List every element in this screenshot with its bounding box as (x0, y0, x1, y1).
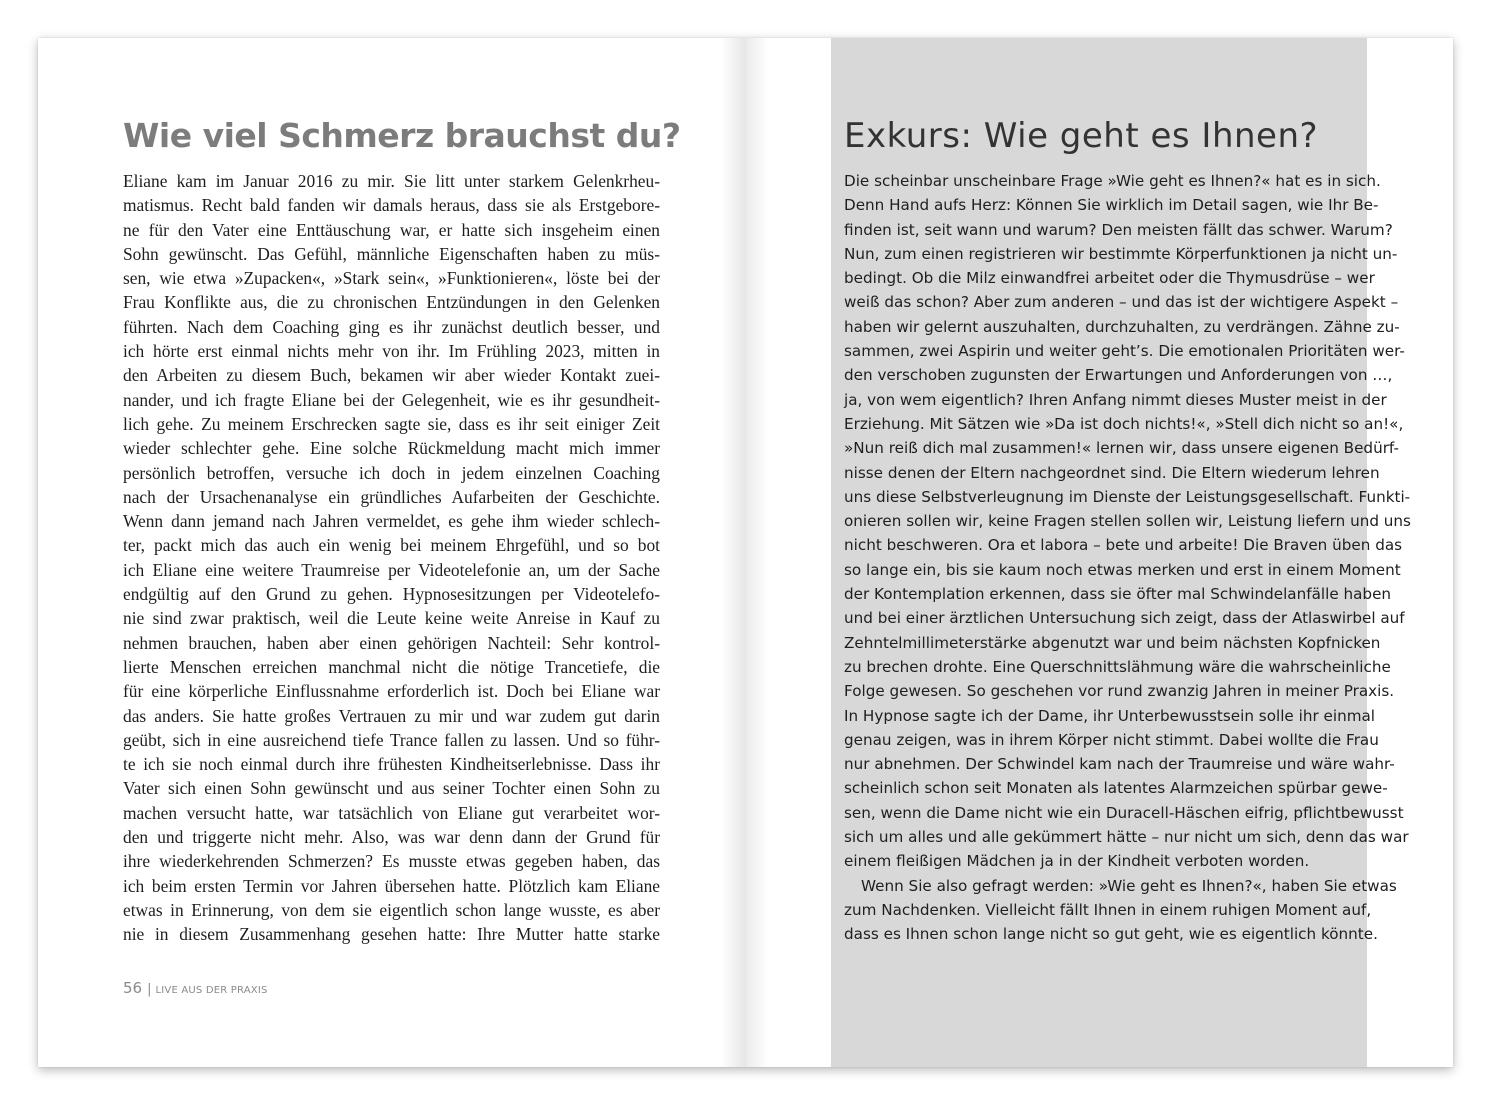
book-spread (38, 38, 1453, 1067)
text-line: dass es Ihnen schon lange nicht so gut geht, wie es eigentlich könnte. (844, 925, 1378, 944)
text-line: geübt, sich in eine ausreichend tiefe Trance fallen zu lassen. Und so führ- (123, 729, 660, 750)
text-line: te ich sie noch einmal durch ihre frühesten Kindheitserlebnisse. Dass ihr (123, 754, 660, 775)
text-line: onieren sollen wir, keine Fragen stellen sollen wir, Leistung liefern und uns (844, 512, 1411, 531)
text-line: scheinlich schon seit Monaten als latentes Alarmzeichen spürbar gewe- (844, 779, 1388, 798)
text-line: Die scheinbar unscheinbare Frage »Wie geht es Ihnen?« hat es in sich. (844, 172, 1381, 190)
gutter-shadow (746, 38, 768, 1067)
text-line: nander, und ich fragte Eliane bei der Gelegenheit, wie es ihr gesundheit- (123, 389, 660, 410)
text-line: »Nun reiß dich mal zusammen!« lernen wir, dass unsere eigenen Bedürf- (844, 439, 1399, 458)
excursus-heading: Exkurs: Wie geht es Ihnen? (844, 116, 1319, 156)
text-line: weiß das schon? Aber zum anderen – und das ist der wichtigere Aspekt – (844, 293, 1399, 312)
text-line: matismus. Recht bald fanden wir damals heraus, dass sie als Erstgebore- (123, 195, 660, 216)
running-section-title: LIVE AUS DER PRAXIS (155, 985, 268, 996)
text-line: lierte Menschen erreichen manchmal nicht die nötige Trancetiefe, die (123, 656, 660, 677)
text-line: nie sind zwar praktisch, weil die Leute keine weite Anreise in Kauf zu (123, 608, 660, 629)
text-line: zum Nachdenken. Vielleicht fällt Ihnen in einem ruhigen Moment auf, (844, 900, 1372, 919)
left-page (38, 38, 746, 1067)
text-line: der Kontemplation erkennen, dass sie öfter mal Schwindelanfälle haben (844, 585, 1392, 604)
text-line: ja, von wem eigentlich? Ihren Anfang nimmt dieses Muster meist in der (844, 390, 1387, 409)
chapter-heading: Wie viel Schmerz brauchst du? (123, 116, 681, 155)
text-line: sammen, zwei Aspirin und weiter geht’s. Die emotionalen Prioritäten wer- (844, 342, 1405, 361)
text-line: Folge gewesen. So geschehen vor rund zwanzig Jahren in meiner Praxis. (844, 682, 1395, 701)
text-line: und bei einer ärztlichen Untersuchung sich zeigt, dass der Atlaswirbel auf (844, 609, 1405, 628)
text-line: nisse denen der Eltern nachgeordnet sind. Die Eltern wiederum lehren (844, 463, 1380, 482)
text-line: nie in diesem Zusammenhang gesehen hatte: Ihre Mutter hatte starke (123, 924, 660, 945)
text-line: sen, wie etwa »Zupacken«, »Stark sein«, »Funktionieren«, löste bei der (123, 268, 660, 289)
text-line: ter, packt mich das auch ein wenig bei meinem Ehrgefühl, und so bot (123, 535, 660, 556)
text-line: endgültig auf den Grund zu gehen. Hypnosesitzungen per Videotelefo- (123, 584, 660, 605)
text-line: lich gehe. Zu meinem Erschrecken sagte sie, dass es ihr seit einiger Zeit (123, 413, 660, 434)
text-line: zu brechen drohte. Eine Querschnittslähmung wäre die wahrscheinliche (844, 657, 1391, 676)
text-line: den Arbeiten zu diesem Buch, bekamen wir aber wieder Kontakt zuei- (123, 365, 660, 386)
text-line: den verschoben zugunsten der Erwartungen und Anforderungen von …, (844, 366, 1393, 385)
gutter-shadow (720, 38, 746, 1067)
text-line: etwas in Erinnerung, von dem sie eigentlich schon lange wusste, es aber (123, 899, 660, 920)
text-line: bedingt. Ob die Milz einwandfrei arbeitet oder die Thymusdrüse – wer (844, 269, 1375, 288)
text-line: In Hypnose sagte ich der Dame, ihr Unterbewusstsein solle ihr einmal (844, 706, 1376, 725)
text-line: genau zeigen, was in ihrem Körper nicht stimmt. Dabei wollte die Frau (844, 730, 1379, 749)
text-line: ich hörte erst einmal nichts mehr von ihr. Im Frühling 2023, mitten in (123, 341, 660, 362)
text-line: Eliane kam im Januar 2016 zu mir. Sie litt unter starkem Gelenkrheu- (123, 171, 660, 191)
right-page (746, 38, 1453, 1067)
text-line: Frau Konflikte aus, die zu chronischen Entzündungen in den Gelenken (123, 292, 660, 313)
page-number: 56 (123, 979, 143, 997)
text-line: persönlich betroffen, versuche ich doch in jedem einzelnen Coaching (123, 462, 660, 483)
text-line: so lange ein, bis sie kaum noch etwas merken und erst in einem Moment (844, 560, 1401, 579)
text-line: Wenn dann jemand nach Jahren vermeldet, es gehe ihm wieder schlech- (123, 511, 660, 532)
text-line: sich um alles und alle gekümmert hätte – nur nicht um sich, denn das war (844, 828, 1409, 847)
text-line: machen versucht hatte, war tatsächlich von Eliane gut verarbeitet wor- (123, 802, 660, 823)
text-line: ich Eliane eine weitere Traumreise per Videotelefonie an, um der Sache (123, 559, 660, 580)
text-line: ne für den Vater eine Enttäuschung war, er hatte sich insgeheim einen (123, 219, 660, 240)
text-line: wieder schlechter gehe. Eine solche Rückmeldung macht mich immer (123, 438, 660, 459)
text-line: Vater sich einen Sohn gewünscht und aus seiner Tochter einen Sohn zu (123, 778, 660, 799)
text-line: finden ist, seit wann und warum? Den meisten fällt das schwer. Warum? (844, 220, 1393, 239)
text-line: Erziehung. Mit Sätzen wie »Da ist doch nichts!«, »Stell dich nicht so an!«, (844, 414, 1404, 433)
text-line: Zehntelmillimeterstärke abgenutzt war und beim nächsten Kopfnicken (844, 633, 1381, 652)
text-line: nur abnehmen. Der Schwindel kam nach der Traumreise und wäre wahr- (844, 755, 1395, 774)
text-line: nicht beschweren. Ora et labora – bete und arbeite! Die Braven üben das (844, 536, 1403, 555)
text-line: Denn Hand aufs Herz: Können Sie wirklich im Detail sagen, wie Ihr Be- (844, 196, 1379, 215)
text-line: Sohn gewünscht. Das Gefühl, männliche Eigenschaften haben zu müs- (123, 243, 660, 264)
excursus-text (844, 169, 1411, 947)
text-line: für eine körperliche Einflussnahme erforderlich ist. Doch bei Eliane war (123, 681, 660, 702)
footer-separator: | (147, 982, 152, 997)
text-line: Nun, zum einen registrieren wir bestimmte Körperfunktionen ja nicht un- (844, 244, 1398, 263)
text-line: das anders. Sie hatte großes Vertrauen zu mir und war zudem gut darin (123, 705, 660, 726)
text-line: ihre wiederkehrenden Schmerzen? Es musste etwas gegeben haben, das (123, 851, 660, 872)
page-footer (123, 978, 268, 997)
text-line: einem fleißigen Mädchen ja in der Kindheit verboten worden. (844, 852, 1310, 871)
body-text (123, 169, 660, 947)
text-line: sen, wenn die Dame nicht wie ein Duracell-Häschen eifrig, pflichtbewusst (844, 803, 1404, 822)
text-line: den und triggerte nicht mehr. Also, was war denn dann der Grund für (123, 827, 660, 848)
text-line: nehmen brauchen, haben aber einen gehörigen Nachteil: Sehr kontrol- (123, 632, 660, 653)
text-line: nach der Ursachenanalyse ein gründliches Aufarbeiten der Geschichte. (123, 486, 660, 507)
text-line: uns diese Selbstverleugnung im Dienste der Leistungsgesellschaft. Funkti- (844, 487, 1411, 506)
text-line: haben wir gelernt auszuhalten, durchzuhalten, zu verdrängen. Zähne zu- (844, 317, 1400, 336)
text-line: ich beim ersten Termin vor Jahren übersehen hatte. Plötzlich kam Eliane (123, 875, 660, 896)
text-line: Wenn Sie also gefragt werden: »Wie geht es Ihnen?«, haben Sie etwas (861, 876, 1397, 895)
text-line: führten. Nach dem Coaching ging es ihr zunächst deutlich besser, und (123, 316, 660, 337)
